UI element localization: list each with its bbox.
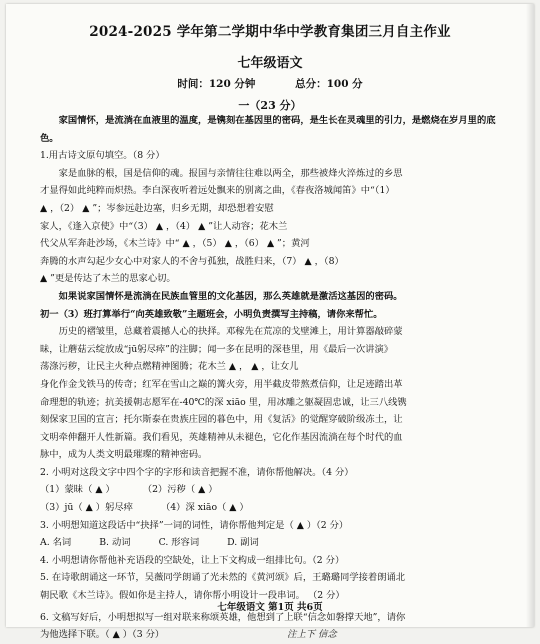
page-footer: 七年级语文 第1页 共6页 [217,602,323,613]
passage-line: 昧，让蘑菇云绽放成“jū躬尽瘁”的注脚；闻一多在昆明的深巷里，用《最后一次讲演》 [40,343,394,355]
q3-option: C. 形容词 [158,537,200,549]
q3-options [40,534,508,552]
total-score: 总分：100 分 [295,78,363,90]
exam-body [40,112,508,644]
passage-line: 刻保家卫国的宣言；托尔斯泰在贵族庄园的暮色中，用《复活》的觉醒穿破阶级冻土，让 [40,414,403,426]
q1-line: 奔腾的水声勾起少女心中对家人的不舍与孤独，战胜归来，（7） ▲ ，（8） [40,255,344,267]
q5-score: （2 分） [307,590,345,602]
section-heading: 一（23 分） [238,99,302,112]
intro-text: 家国情怀，是流淌在血液里的温度，是镌刻在基因里的密码，是生长在灵魂里的引力，是燃烧在岁月里的底色。 [40,115,496,144]
q6-line [40,626,508,644]
q2-item: （4）深 xiāo（ ▲ ） [160,502,249,514]
passage-line: 命理想的轨迹；抗美援朝志愿军在-40℃的深 xiāo 里，用冰雕之躯凝固忠诚，让三八线镌 [40,396,407,408]
q2-row-2 [40,499,508,517]
subject-title: 七年级语文 [237,56,303,71]
passage-line: 历史的褶皱里，总藏着震撼人心的抉择。邓稼先在荒凉的戈壁滩上，用计算器敲碎蒙 [58,326,403,338]
exam-page [6,4,534,641]
passage-line: 荡涤污秽，让民主火种点燃精神图腾；花木兰 ▲ ， ▲ ，让女儿 [40,361,299,373]
q3-option: B. 动词 [99,537,131,549]
q5-line-text: 朝民歌《木兰诗》。假如你是主持人，请你帮小明设计一段串词。 [40,590,305,602]
q3-option: A. 名词 [40,537,72,549]
passage-line: 脉中，成为人类文明最璀璨的精神密码。 [40,449,208,461]
q1-line: 才显得如此纯粹而炽热。李白深夜听着远处飘来的别离之曲，《春夜洛城闻笛》中“（1） [40,185,395,197]
bridge-text: 如果说家国情怀是流淌在民族血管里的文化基因，那么英雄就是激活这基因的密码。 [58,290,403,302]
q2-item: （3）jū（ ▲ ）躬尽瘁 [40,502,133,514]
q2-item: （1）蒙昧（ ▲ ） [40,484,115,496]
q3-stem: 3. 小明想知道这段话中“抉择”一词的词性，请你帮他判定是（ ▲ ）（2 分） [40,519,349,531]
page-edge-shadow [526,4,534,627]
q2-item: （2）污秽（ ▲ ） [142,484,218,496]
handwritten-note: 注上下 信念 [287,629,337,641]
q2-stem: 2. 小明对这段文字中四个字的字形和读音把握不准，请你帮他解决。（4 分） [40,466,354,478]
exam-title: 2024-2025 学年第二学期中华中学教育集团三月自主作业 [89,24,451,40]
task-text: 初一（3）班打算举行“向英雄致敬”主题班会，小明负责撰写主持稿，请你来帮忙。 [40,308,383,320]
exam-meta [6,76,534,91]
time-limit: 时间：120 分钟 [177,78,256,90]
q1-line: 家人，《逢入京使》中“（3） ▲ ，（4） ▲ ”让人动容；花木兰 [40,220,288,232]
passage-line: 文明牵伸翻开人性新篇。我们看见，英雄精神从未褪色，它化作基因流淌在每个时代的血 [40,431,403,443]
q1-line: ▲ ，（2） ▲ ”；岑参远赴边塞，归乡无期，却恐想着安慰 [40,202,274,214]
q1-line: 家是血脉的根，国是信仰的魂。报国与亲情往往难以两全，那些被烽火淬炼过的乡思 [58,167,403,179]
q5-line: 5. 在诗歌朗诵这一环节，吴薇同学朗诵了光未然的《黄河颂》后，王璐璐同学接着朗诵北 [40,572,406,584]
q4-stem: 4. 小明想请你帮他补充语段的空缺处，让上下文构成一组排比句。（2 分） [40,554,345,566]
q6-line: 6. 文稿写好后，小明想拟写一组对联来称颂英雄，他想到了上联“信念如磐撑天地”，请你 [40,611,406,623]
q1-line: 代父从军奔赴沙场，《木兰诗》中“ ▲ ，（5） ▲ ，（6） ▲ ”；黄河 [40,238,310,250]
q2-row-1 [40,481,508,499]
q6-line-text: 为他选择下联。（ ▲ ）（3 分） [40,629,165,641]
q1-heading: 1.用古诗文原句填空。（8 分） [40,150,165,162]
q3-option: D. 副词 [227,537,259,549]
q1-line: ▲ ”更是传达了木兰的思家心切。 [40,273,176,285]
passage-line: 身化作金戈铁马的传奇；红军在雪山之巅的篝火旁，用半截皮带熬煮信仰，让足迹踏出革 [40,378,403,390]
